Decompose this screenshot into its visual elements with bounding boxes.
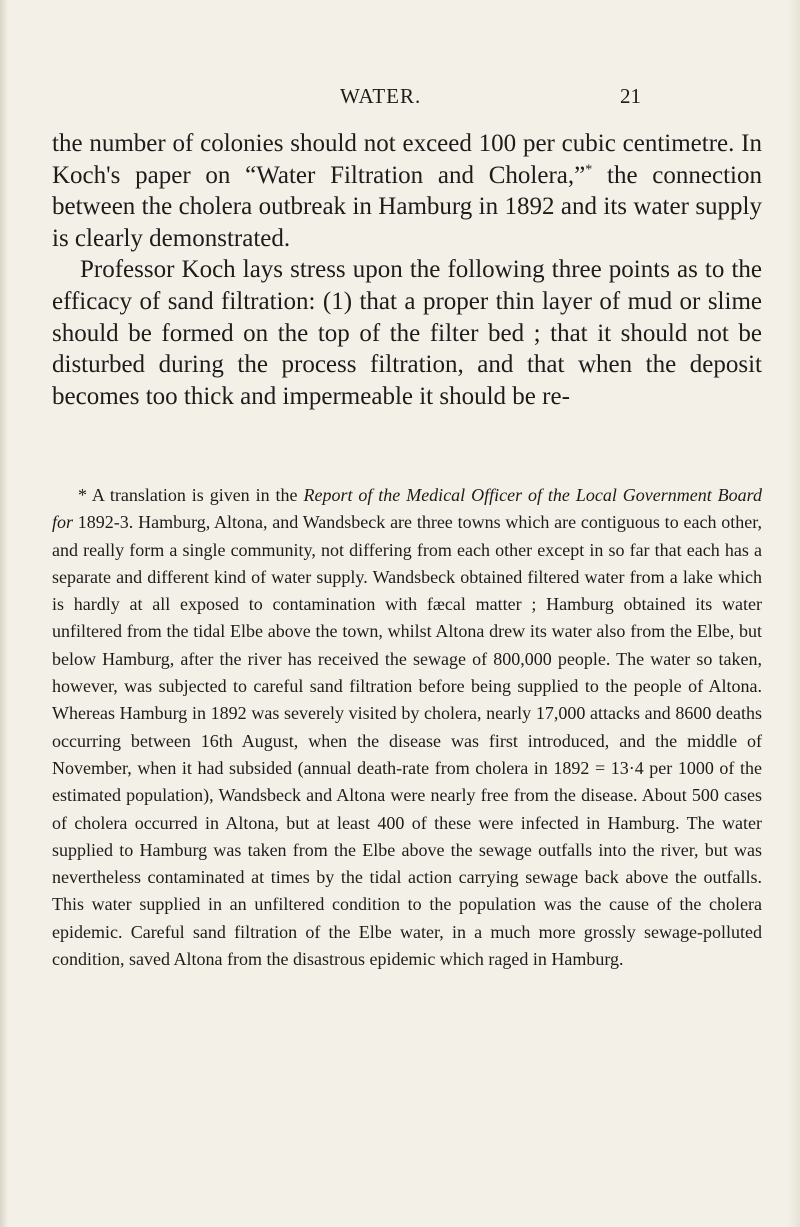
paragraph-1-continuation: the connection between the cholera outbreak in Hamburg in 1892 and its water supply is clearly demonstrated. [52, 161, 762, 252]
paragraph-1 [52, 128, 762, 254]
footnote [52, 482, 762, 973]
footnote-paragraph [52, 482, 762, 973]
paragraph-2: Professor Koch lays stress upon the following three points as to the efficacy of sand filtration: (1) that a proper thin layer of mud or slime should be formed on the top of the filter bed ; that it should not be disturbed during the process filtration, and that when the deposit becomes too thick and impermeable it should be re- [52, 256, 762, 410]
page-number: 21 [620, 84, 641, 108]
page-edge-shadow-right [788, 0, 800, 1227]
body-text [52, 128, 762, 412]
paragraph-1-text: the number of colonies should not exceed 100 per cubic centimetre. In Koch's paper on “Water Filtration and Cholera,” [52, 130, 762, 189]
footnote-reference-mark: * [585, 162, 593, 178]
footnote-lead: * A translation is given in the [78, 485, 304, 505]
running-head: WATER. [340, 84, 422, 108]
page-header [0, 84, 800, 114]
footnote-report-title: Report of the Medical Officer of the Local Government Board for [52, 485, 762, 533]
page-edge-shadow-left [0, 0, 8, 1227]
footnote-text: 1892-3. Hamburg, Altona, and Wandsbeck are three towns which are contiguous to each other, and really form a single community, not differing from each other except in so far that each has a separate and different kind of water supply. Wandsbeck obtained filtered water from a lake which is hardly at all exposed to contamination with fæcal matter ; Hamburg obtained its water unfiltered from the tidal Elbe above the town, whilst Altona drew its water also from the Elbe, but below Hamburg, after the river has received the sewage of 800,000 people. The water so taken, however, was subjected to careful sand filtration before being supplied to the people of Altona. Whereas Hamburg in 1892 was severely visited by cholera, nearly 17,000 attacks and 8600 deaths occurring between 16th August, when the disease was first introduced, and the middle of November, when it had subsided (annual death-rate from cholera in 1892 = 13·4 per 1000 of the estimated population), Wandsbeck and Altona were nearly free from the disease. About 500 cases of cholera occurred in Altona, but at least 400 of these were infected in Hamburg. The water supplied to Hamburg was taken from the Elbe above the sewage outfalls into the river, but was nevertheless contaminated at times by the tidal action carrying sewage back above the outfalls. This water supplied in an unfiltered condition to the population was the cause of the cholera epidemic. Careful sand filtration of the Elbe water, in a much more grossly sewage-polluted condition, saved Altona from the disastrous epidemic which raged in Hamburg. [52, 512, 762, 970]
